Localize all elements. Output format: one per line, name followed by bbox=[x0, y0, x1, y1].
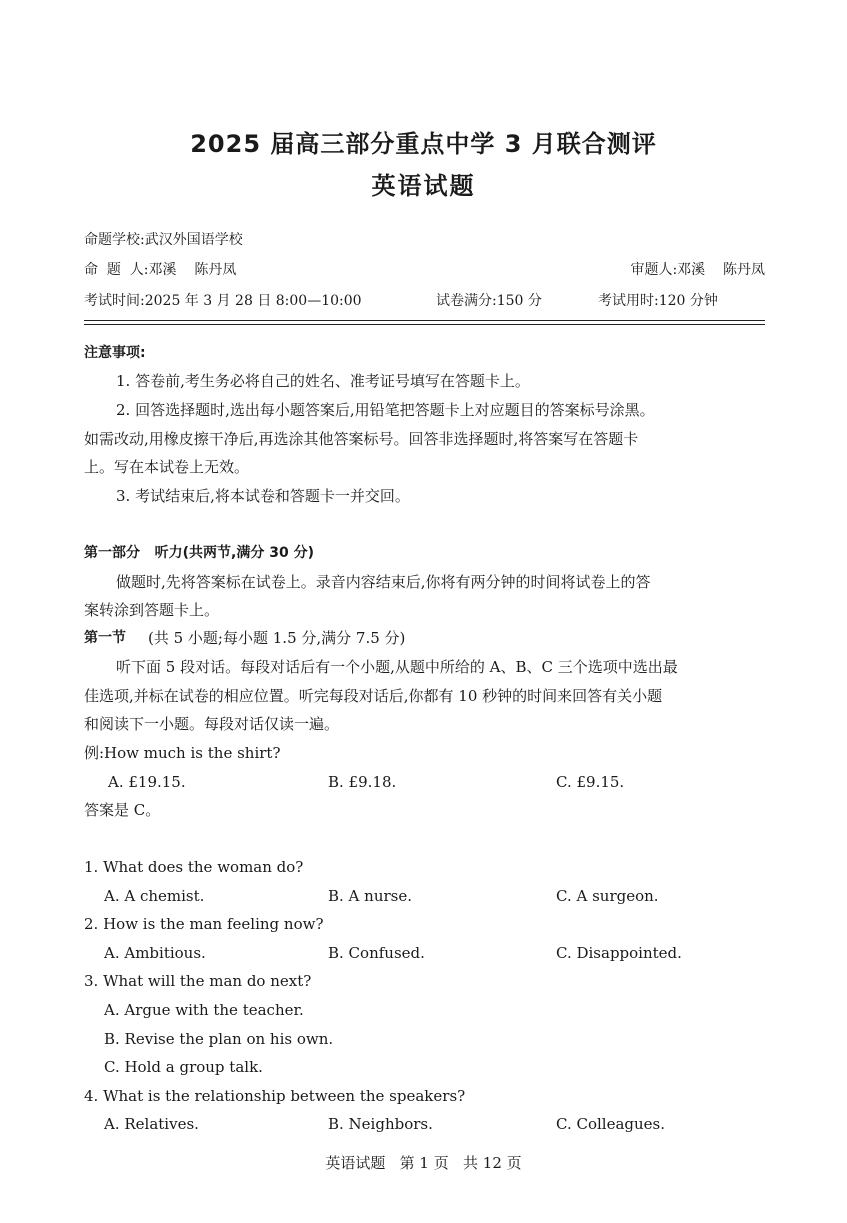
page-footer: 英语试题 第 1 页 共 12 页 bbox=[325, 1154, 522, 1172]
question-1-stem: 1. What does the woman do? bbox=[84, 858, 304, 876]
question-setter: 命 题 人:邓溪 陈丹凤 bbox=[84, 262, 237, 278]
question-3-option-c: C. Hold a group talk. bbox=[104, 1058, 263, 1076]
part1-intro-line-2: 案转涂到答题卡上。 bbox=[84, 601, 220, 619]
section1-instructions-line-2: 佳选项,并标在试卷的相应位置。听完每段对话后,你都有 10 秒钟的时间来回答有关小题 bbox=[84, 687, 663, 705]
question-3-option-a: A. Argue with the teacher. bbox=[104, 1001, 304, 1019]
exam-subtitle: 英语试题 bbox=[371, 172, 476, 200]
example-option-b: B. £9.18. bbox=[328, 773, 397, 791]
question-4-stem: 4. What is the relationship between the speakers? bbox=[84, 1087, 466, 1105]
question-4-option-c: C. Colleagues. bbox=[556, 1115, 666, 1133]
example-option-c: C. £9.15. bbox=[556, 773, 625, 791]
question-2-stem: 2. How is the man feeling now? bbox=[84, 915, 324, 933]
example-answer: 答案是 C。 bbox=[84, 801, 161, 819]
note-2-line-3: 上。写在本试卷上无效。 bbox=[84, 458, 250, 476]
note-1: 1. 答卷前,考生务必将自己的姓名、准考证号填写在答题卡上。 bbox=[116, 372, 530, 390]
header-rule-thin bbox=[84, 324, 765, 325]
question-4-option-a: A. Relatives. bbox=[104, 1115, 199, 1133]
example-option-a: A. £19.15. bbox=[108, 773, 186, 791]
section1-info: (共 5 小题;每小题 1.5 分,满分 7.5 分) bbox=[148, 629, 406, 647]
exam-time: 考试时间:2025 年 3 月 28 日 8:00—10:00 bbox=[84, 293, 362, 309]
question-2-option-b: B. Confused. bbox=[328, 944, 425, 962]
question-3-option-b: B. Revise the plan on his own. bbox=[104, 1030, 334, 1048]
question-1-option-b: B. A nurse. bbox=[328, 887, 412, 905]
full-score: 试卷满分:150 分 bbox=[436, 293, 542, 309]
note-2-line-1: 2. 回答选择题时,选出每小题答案后,用铅笔把答题卡上对应题目的答案标号涂黑。 bbox=[116, 401, 655, 419]
section1-instructions-line-1: 听下面 5 段对话。每段对话后有一个小题,从题中所给的 A、B、C 三个选项中选出最 bbox=[116, 658, 678, 676]
setter-school: 命题学校:武汉外国语学校 bbox=[84, 232, 243, 248]
part1-heading: 第一部分 听力(共两节,满分 30 分) bbox=[84, 545, 314, 561]
example-question: 例:How much is the shirt? bbox=[84, 744, 281, 762]
header-rule-thick bbox=[84, 320, 765, 321]
notes-heading: 注意事项: bbox=[84, 345, 146, 361]
question-3-stem: 3. What will the man do next? bbox=[84, 972, 312, 990]
section1-instructions-line-3: 和阅读下一小题。每段对话仅读一遍。 bbox=[84, 715, 340, 733]
section1-label: 第一节 bbox=[84, 630, 126, 646]
exam-title: 2025 届高三部分重点中学 3 月联合测评 bbox=[190, 130, 657, 158]
exam-duration: 考试用时:120 分钟 bbox=[598, 293, 718, 309]
question-1-option-c: C. A surgeon. bbox=[556, 887, 659, 905]
question-reviewer: 审题人:邓溪 陈丹凤 bbox=[630, 262, 765, 278]
note-3: 3. 考试结束后,将本试卷和答题卡一并交回。 bbox=[116, 487, 410, 505]
part1-intro-line-1: 做题时,先将答案标在试卷上。录音内容结束后,你将有两分钟的时间将试卷上的答 bbox=[116, 573, 651, 591]
question-2-option-c: C. Disappointed. bbox=[556, 944, 682, 962]
question-1-option-a: A. A chemist. bbox=[104, 887, 205, 905]
question-4-option-b: B. Neighbors. bbox=[328, 1115, 433, 1133]
note-2-line-2: 如需改动,用橡皮擦干净后,再选涂其他答案标号。回答非选择题时,将答案写在答题卡 bbox=[84, 430, 639, 448]
question-2-option-a: A. Ambitious. bbox=[104, 944, 206, 962]
